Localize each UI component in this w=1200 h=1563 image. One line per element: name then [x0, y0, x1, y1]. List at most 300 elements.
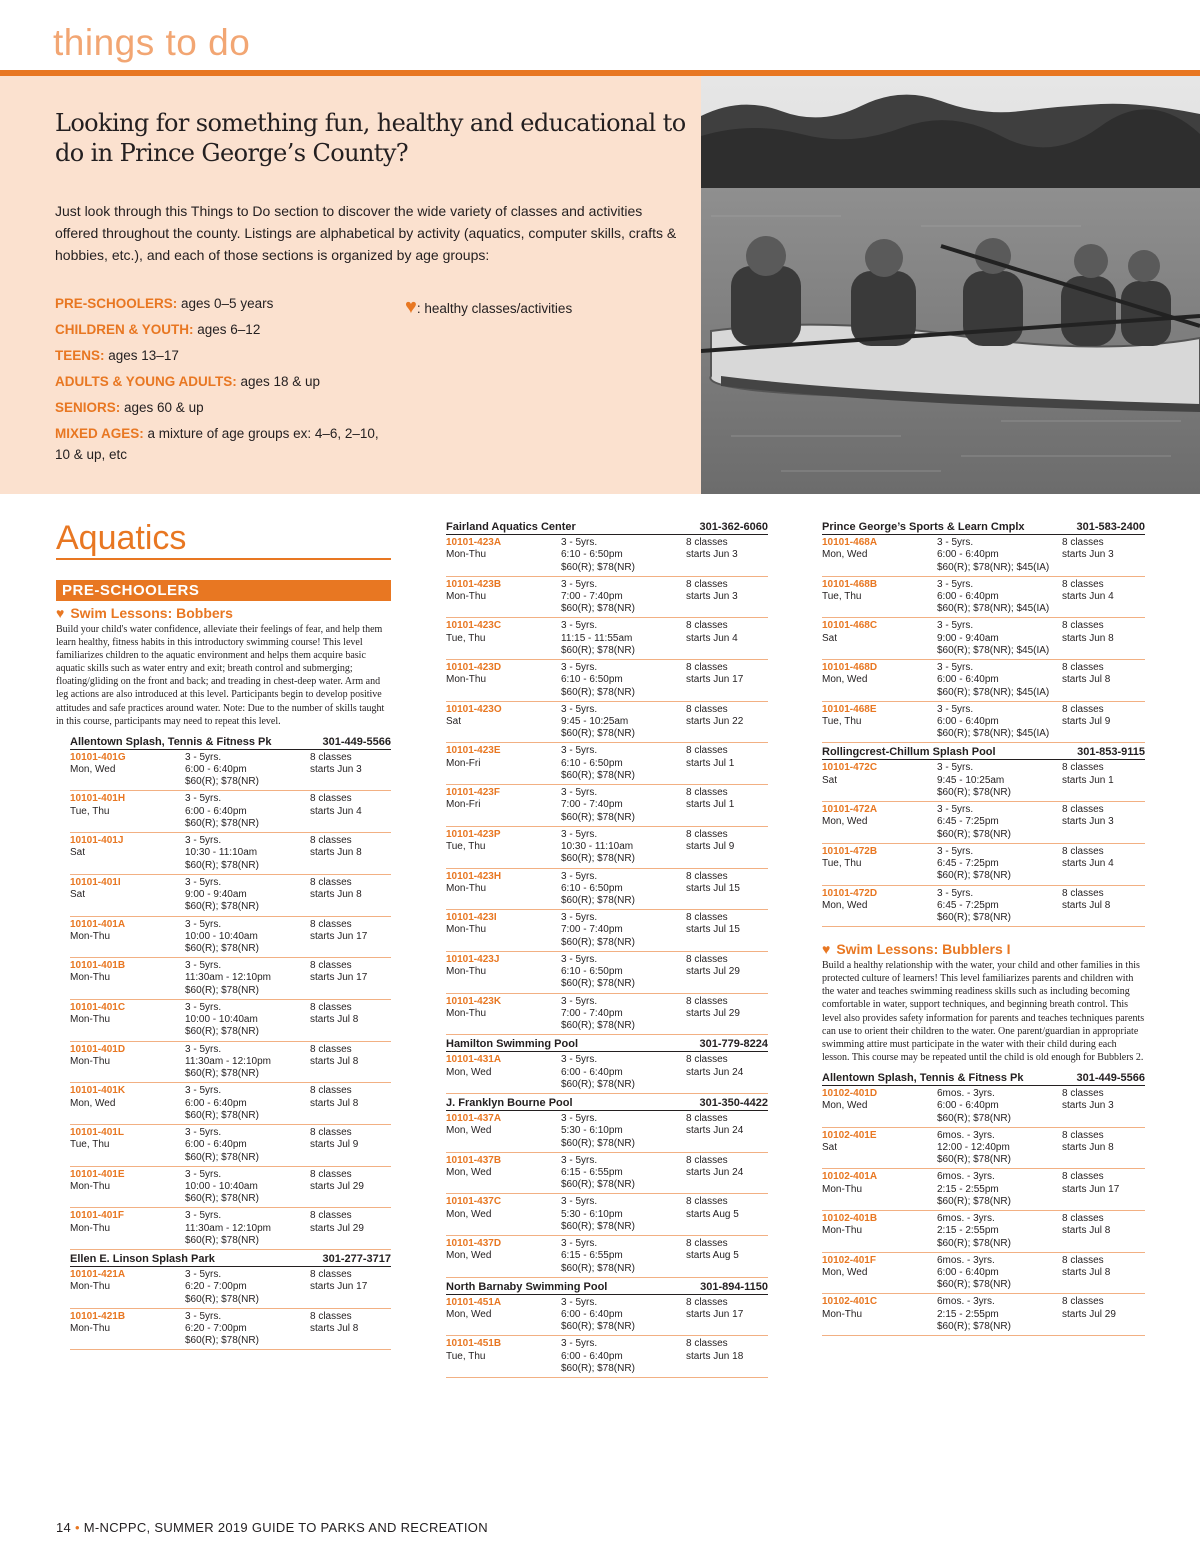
class-time: 11:30am - 12:10pm	[185, 1055, 271, 1067]
class-code: 10101-401A	[70, 918, 126, 930]
class-col-1	[822, 537, 937, 574]
class-start: starts Jul 8	[1062, 1266, 1111, 1278]
age-group-text: ages 0–5 years	[177, 296, 274, 311]
class-listing-row	[446, 1153, 768, 1195]
class-days: Mon-Thu	[446, 882, 487, 894]
class-ages: 6mos. - 3yrs.	[937, 1213, 995, 1224]
age-group-line	[55, 345, 179, 367]
class-start: starts Jun 24	[686, 1066, 744, 1078]
class-count: 8 classes	[310, 1043, 352, 1055]
age-group-bar: PRE-SCHOOLERS	[56, 580, 391, 601]
class-code: 10101-472A	[822, 804, 878, 816]
class-col-3	[686, 871, 768, 908]
class-col-1	[70, 835, 185, 872]
class-listing-row	[822, 844, 1145, 886]
class-col-1	[822, 579, 937, 616]
class-listing-row	[822, 1294, 1145, 1336]
class-start: starts Jul 8	[310, 1322, 359, 1334]
class-col-1	[70, 752, 185, 789]
class-start: starts Jul 15	[686, 882, 740, 894]
class-days: Sat	[70, 847, 86, 859]
class-code: 10101-423K	[446, 995, 502, 1007]
class-time: 6:00 - 6:40pm	[937, 674, 999, 686]
class-ages: 3 - 5yrs.	[185, 793, 222, 805]
class-col-2	[185, 835, 310, 872]
class-col-2	[561, 1155, 686, 1192]
class-code: 10101-401F	[70, 1210, 124, 1222]
location-phone: 301-779-8224	[699, 1038, 768, 1051]
class-code: 10101-472D	[822, 887, 878, 899]
class-fee: $60(R); $78(NR)	[561, 770, 635, 782]
class-col-2	[561, 829, 686, 866]
class-count: 8 classes	[686, 703, 728, 715]
class-time: 5:30 - 6:10pm	[561, 1125, 623, 1137]
class-time: 7:00 - 7:40pm	[561, 924, 623, 936]
class-time: 12:00 - 12:40pm	[937, 1141, 1010, 1153]
kayakers-photo	[701, 76, 1200, 494]
class-code: 10101-437D	[446, 1238, 502, 1249]
class-col-3	[310, 1127, 391, 1164]
class-col-3	[1062, 1255, 1145, 1292]
section-header-title: things to do	[53, 22, 251, 63]
class-listing-row	[822, 760, 1145, 802]
class-count: 8 classes	[1062, 1296, 1104, 1308]
class-listing-row	[446, 785, 768, 827]
class-col-2	[937, 537, 1062, 574]
class-fee: $60(R); $78(NR)	[937, 1112, 1011, 1124]
class-time: 2:15 - 2:55pm	[937, 1183, 999, 1195]
class-fee: $60(R); $78(NR)	[185, 1293, 259, 1305]
class-col-1	[70, 1311, 185, 1348]
class-code: 10101-401I	[70, 876, 121, 888]
class-ages: 3 - 5yrs.	[937, 537, 974, 548]
class-col-2	[561, 871, 686, 908]
class-count: 8 classes	[1062, 662, 1104, 674]
location-phone: 301-894-1150	[700, 1280, 768, 1293]
class-fee: $60(R); $78(NR)	[937, 828, 1011, 840]
class-fee: $60(R); $78(NR)	[561, 811, 635, 823]
class-start: starts Jun 3	[1062, 549, 1114, 561]
class-fee: $60(R); $78(NR)	[185, 1026, 259, 1038]
class-code: 10101-401C	[70, 1001, 126, 1013]
class-code: 10101-423O	[446, 703, 502, 715]
class-start: starts Jun 4	[1062, 858, 1114, 870]
class-count: 8 classes	[310, 751, 352, 763]
class-ages: 3 - 5yrs.	[561, 662, 598, 674]
class-ages: 3 - 5yrs.	[185, 1168, 222, 1180]
class-ages: 3 - 5yrs.	[185, 876, 222, 888]
age-group-line	[55, 293, 273, 315]
class-days: Sat	[822, 1141, 838, 1153]
class-col-3	[1062, 1213, 1145, 1250]
class-col-1	[70, 877, 185, 914]
class-col-2	[937, 662, 1062, 699]
location-phone: 301-277-3717	[322, 1253, 391, 1265]
class-fee: $60(R); $78(NR)	[561, 978, 635, 990]
class-code: 10101-472B	[822, 845, 878, 857]
class-count: 8 classes	[686, 1296, 728, 1308]
class-listing-row	[446, 535, 768, 577]
class-col-1	[446, 1196, 561, 1233]
class-start: starts Jul 8	[310, 1055, 359, 1067]
class-listing-row	[70, 1208, 391, 1250]
class-col-3	[1062, 1171, 1145, 1208]
intro-heading: Looking for something fun, healthy and educational to do in Prince George’s County?	[55, 109, 686, 167]
class-col-1	[70, 919, 185, 956]
footer-text: M-NCPPC, SUMMER 2019 GUIDE TO PARKS AND RECREATION	[83, 1520, 488, 1535]
class-col-3	[1062, 762, 1145, 799]
class-listing-row	[70, 750, 391, 792]
class-days: Mon-Fri	[446, 757, 481, 769]
class-col-1	[70, 1127, 185, 1164]
class-days: Mon, Wed	[822, 674, 868, 686]
class-col-3	[1062, 846, 1145, 883]
class-col-1	[822, 1296, 937, 1333]
class-listing-row	[446, 869, 768, 911]
class-col-1	[70, 793, 185, 830]
class-start: starts Jul 29	[310, 1180, 364, 1192]
aquatics-title: Aquatics	[56, 500, 391, 560]
class-start: starts Jul 29	[310, 1222, 364, 1234]
class-code: 10101-472C	[822, 762, 878, 774]
class-count: 8 classes	[310, 876, 352, 888]
class-col-2	[185, 960, 310, 997]
class-col-3	[686, 704, 768, 741]
class-fee: $60(R); $78(NR)	[561, 853, 635, 865]
class-listing-row	[446, 1336, 768, 1378]
class-days: Mon, Wed	[446, 1125, 492, 1137]
class-days: Mon, Wed	[822, 549, 868, 561]
class-col-3	[310, 960, 391, 997]
class-col-2	[185, 919, 310, 956]
class-col-3	[1062, 1130, 1145, 1167]
class-ages: 3 - 5yrs.	[937, 845, 974, 857]
class-fee: $60(R); $78(NR)	[185, 1335, 259, 1347]
class-start: starts Jul 9	[310, 1139, 359, 1151]
class-count: 8 classes	[686, 1338, 728, 1350]
class-code: 10101-421B	[70, 1310, 126, 1322]
class-col-1	[822, 1088, 937, 1125]
class-count: 8 classes	[1062, 887, 1104, 899]
location-header	[70, 1251, 391, 1267]
location-name: Ellen E. Linson Splash Park	[70, 1253, 215, 1265]
class-start: starts Jul 15	[686, 924, 740, 936]
class-col-1	[446, 1297, 561, 1334]
class-code: 10102-401B	[822, 1213, 878, 1224]
class-col-3	[310, 793, 391, 830]
class-days: Mon-Thu	[446, 1007, 487, 1019]
class-col-2	[561, 1113, 686, 1150]
location-list	[446, 519, 768, 1378]
course-title-text: Swim Lessons: Bobbers	[70, 605, 233, 621]
class-fee: $60(R); $78(NR)	[937, 1154, 1011, 1166]
class-time: 11:30am - 12:10pm	[185, 1222, 271, 1234]
class-col-3	[686, 579, 768, 616]
class-ages: 3 - 5yrs.	[937, 578, 974, 590]
class-fee: $60(R); $78(NR)	[185, 1151, 259, 1163]
bullet-icon: •	[74, 1520, 80, 1535]
class-time: 11:30am - 12:10pm	[185, 972, 271, 984]
class-code: 10102-401D	[822, 1087, 878, 1099]
class-code: 10101-423C	[446, 620, 502, 632]
age-group-label: PRE-SCHOOLERS:	[55, 296, 178, 311]
class-days: Mon-Thu	[822, 1183, 863, 1195]
location-header	[822, 519, 1145, 535]
location-header	[446, 1095, 768, 1111]
class-col-1	[822, 1213, 937, 1250]
class-fee: $60(R); $78(NR); $45(IA)	[937, 644, 1050, 656]
class-listing-row	[446, 827, 768, 869]
class-start: starts Jun 4	[310, 805, 362, 817]
class-start: starts Jul 8	[1062, 1225, 1111, 1237]
class-count: 8 classes	[686, 995, 728, 1007]
class-count: 8 classes	[686, 870, 728, 882]
class-listing-row	[446, 1111, 768, 1153]
class-col-2	[937, 846, 1062, 883]
class-col-3	[310, 1210, 391, 1247]
class-code: 10102-401A	[822, 1171, 878, 1183]
class-start: starts Jul 8	[310, 1097, 359, 1109]
class-listing-row	[822, 577, 1145, 619]
class-code: 10101-437A	[446, 1112, 502, 1124]
class-days: Mon-Thu	[70, 1222, 111, 1234]
class-days: Mon-Thu	[70, 1014, 111, 1026]
class-days: Tue, Thu	[70, 805, 110, 817]
class-days: Mon, Wed	[70, 764, 116, 776]
class-fee: $60(R); $78(NR)	[561, 1220, 635, 1232]
class-listing-row	[70, 875, 391, 917]
class-count: 8 classes	[686, 787, 728, 799]
class-listing-row	[446, 743, 768, 785]
class-col-2	[185, 793, 310, 830]
class-col-2	[185, 752, 310, 789]
class-time: 10:30 - 11:10am	[185, 847, 258, 859]
class-days: Sat	[446, 716, 462, 728]
class-time: 9:00 - 9:40am	[185, 889, 247, 901]
class-time: 6:45 - 7:25pm	[937, 899, 999, 911]
class-start: starts Jun 17	[686, 1308, 744, 1320]
class-ages: 3 - 5yrs.	[185, 960, 222, 972]
class-code: 10101-468B	[822, 578, 878, 590]
age-group-line	[55, 319, 260, 341]
class-time: 9:00 - 9:40am	[937, 632, 999, 644]
class-days: Mon-Thu	[70, 1180, 111, 1192]
legend	[405, 296, 572, 319]
course-title	[56, 605, 391, 621]
class-col-2	[185, 1127, 310, 1164]
class-col-2	[185, 1169, 310, 1206]
class-start: starts Jul 8	[1062, 674, 1111, 686]
class-start: starts Jun 18	[686, 1350, 744, 1362]
class-fee: $60(R); $78(NR)	[185, 1193, 259, 1205]
class-listing-row	[70, 1000, 391, 1042]
age-group-label: ADULTS & YOUNG ADULTS:	[55, 374, 237, 389]
class-start: starts Jul 8	[1062, 899, 1111, 911]
class-time: 9:45 - 10:25am	[561, 716, 629, 728]
column-3	[822, 518, 1145, 1336]
class-ages: 3 - 5yrs.	[937, 887, 974, 899]
class-fee: $60(R); $78(NR)	[561, 895, 635, 907]
class-days: Mon, Wed	[446, 1250, 492, 1262]
class-fee: $60(R); $78(NR)	[561, 1321, 635, 1333]
class-code: 10102-401C	[822, 1296, 878, 1308]
class-start: starts Jun 8	[1062, 1141, 1114, 1153]
class-col-3	[310, 1085, 391, 1122]
class-time: 7:00 - 7:40pm	[561, 1007, 623, 1019]
class-listing-row	[70, 1267, 391, 1309]
class-col-2	[937, 1213, 1062, 1250]
class-col-3	[686, 745, 768, 782]
class-listing-row	[822, 618, 1145, 660]
class-start: starts Jul 9	[686, 841, 735, 853]
class-count: 8 classes	[310, 1001, 352, 1013]
class-ages: 3 - 5yrs.	[185, 835, 222, 847]
class-listing-row	[822, 660, 1145, 702]
class-start: starts Jun 1	[1062, 774, 1114, 786]
class-days: Mon-Fri	[446, 799, 481, 811]
class-col-1	[446, 1155, 561, 1192]
class-time: 9:45 - 10:25am	[937, 774, 1005, 786]
class-count: 8 classes	[686, 578, 728, 590]
class-ages: 3 - 5yrs.	[561, 1154, 598, 1166]
class-start: starts Jun 17	[1062, 1183, 1120, 1195]
class-time: 6:00 - 6:40pm	[185, 764, 247, 776]
class-time: 11:15 - 11:55am	[561, 632, 633, 644]
class-col-2	[185, 1044, 310, 1081]
class-ages: 3 - 5yrs.	[561, 537, 598, 548]
location-name: Fairland Aquatics Center	[446, 521, 576, 533]
class-start: starts Jun 8	[310, 889, 362, 901]
class-time: 6:10 - 6:50pm	[561, 882, 623, 894]
class-start: starts Jul 8	[310, 1014, 359, 1026]
class-code: 10101-468E	[822, 703, 877, 715]
class-count: 8 classes	[310, 918, 352, 930]
location-list	[822, 519, 1145, 927]
class-code: 10101-423P	[446, 828, 501, 840]
class-listing-row	[70, 833, 391, 875]
class-code: 10101-401L	[70, 1126, 124, 1138]
class-col-3	[1062, 579, 1145, 616]
class-count: 8 classes	[310, 793, 352, 805]
class-days: Sat	[70, 889, 86, 901]
class-count: 8 classes	[686, 662, 728, 674]
class-col-3	[686, 1054, 768, 1091]
class-count: 8 classes	[686, 912, 728, 924]
class-code: 10101-423E	[446, 745, 501, 757]
class-days: Mon, Wed	[822, 1100, 868, 1112]
class-col-3	[1062, 888, 1145, 925]
class-fee: $60(R); $78(NR)	[561, 1362, 635, 1374]
class-time: 6:00 - 6:40pm	[937, 1100, 999, 1112]
class-ages: 3 - 5yrs.	[185, 1210, 222, 1222]
class-col-2	[561, 1196, 686, 1233]
class-ages: 6mos. - 3yrs.	[937, 1171, 995, 1183]
location-name: North Barnaby Swimming Pool	[446, 1280, 608, 1293]
class-listing-row	[446, 660, 768, 702]
class-days: Mon-Thu	[70, 1322, 111, 1334]
class-time: 6:00 - 6:40pm	[561, 1066, 623, 1078]
class-time: 10:30 - 11:10am	[561, 841, 634, 853]
location-name: Hamilton Swimming Pool	[446, 1038, 579, 1051]
class-count: 8 classes	[686, 537, 728, 548]
age-group-line	[55, 371, 320, 393]
location-phone: 301-362-6060	[699, 521, 768, 533]
class-listing-row	[70, 917, 391, 959]
class-col-3	[686, 1155, 768, 1192]
class-time: 5:30 - 6:10pm	[561, 1208, 623, 1220]
class-time: 6:10 - 6:50pm	[561, 966, 623, 978]
class-days: Mon, Wed	[822, 899, 868, 911]
class-count: 8 classes	[1062, 1087, 1104, 1099]
class-col-3	[686, 1196, 768, 1233]
class-time: 6:00 - 6:40pm	[937, 549, 999, 561]
heart-icon: ♥	[56, 605, 65, 621]
class-start: starts Jul 29	[686, 966, 740, 978]
class-ages: 3 - 5yrs.	[561, 703, 598, 715]
location-name: Prince George’s Sports & Learn Cmplx	[822, 521, 1025, 533]
class-count: 8 classes	[1062, 537, 1104, 548]
class-col-2	[937, 1130, 1062, 1167]
class-col-1	[822, 1171, 937, 1208]
class-ages: 3 - 5yrs.	[561, 787, 598, 799]
class-col-1	[822, 762, 937, 799]
class-count: 8 classes	[1062, 845, 1104, 857]
class-code: 10101-401B	[70, 960, 126, 972]
class-col-1	[822, 704, 937, 741]
class-col-3	[310, 835, 391, 872]
class-time: 7:00 - 7:40pm	[561, 799, 623, 811]
class-days: Tue, Thu	[822, 858, 862, 870]
class-col-1	[446, 537, 561, 574]
class-ages: 3 - 5yrs.	[937, 804, 974, 816]
class-col-3	[686, 620, 768, 657]
class-col-3	[686, 1338, 768, 1375]
class-start: starts Jun 24	[686, 1125, 744, 1137]
class-col-3	[686, 787, 768, 824]
age-group-label: TEENS:	[55, 348, 105, 363]
class-count: 8 classes	[686, 1112, 728, 1124]
class-ages: 3 - 5yrs.	[185, 1085, 222, 1097]
class-time: 6:00 - 6:40pm	[185, 805, 247, 817]
class-listing-row	[822, 1169, 1145, 1211]
class-listing-row	[70, 1083, 391, 1125]
class-listing-row	[822, 802, 1145, 844]
class-count: 8 classes	[686, 1196, 728, 1208]
class-col-1	[446, 1054, 561, 1091]
class-days: Tue, Thu	[446, 1350, 486, 1362]
class-ages: 3 - 5yrs.	[937, 662, 974, 674]
class-time: 10:00 - 10:40am	[185, 930, 258, 942]
location-list	[822, 1070, 1145, 1336]
class-listing-row	[822, 1128, 1145, 1170]
class-col-2	[937, 1255, 1062, 1292]
class-start: starts Jul 29	[1062, 1308, 1116, 1320]
class-col-3	[310, 1269, 391, 1306]
class-col-3	[1062, 1088, 1145, 1125]
class-listing-row	[70, 1309, 391, 1351]
class-code: 10101-401K	[70, 1085, 126, 1097]
class-col-2	[185, 1002, 310, 1039]
class-fee: $60(R); $78(NR)	[937, 1279, 1011, 1291]
class-days: Mon-Thu	[446, 674, 487, 686]
class-ages: 3 - 5yrs.	[937, 620, 974, 632]
class-listing-row	[70, 1042, 391, 1084]
class-fee: $60(R); $78(NR); $45(IA)	[937, 603, 1050, 615]
class-listing-row	[446, 1236, 768, 1278]
class-col-1	[446, 871, 561, 908]
class-listing-row	[822, 1253, 1145, 1295]
class-fee: $60(R); $78(NR)	[561, 1179, 635, 1191]
